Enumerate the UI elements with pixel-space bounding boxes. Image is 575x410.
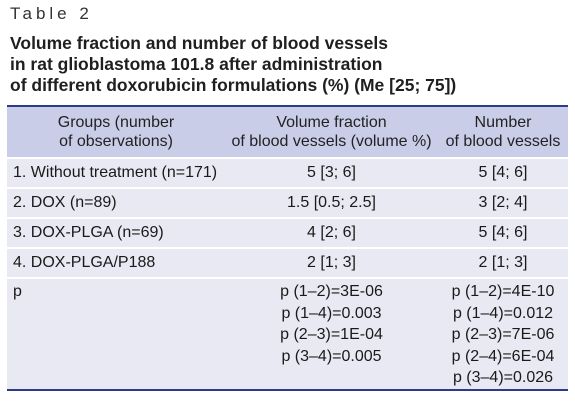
table-row <box>7 249 568 279</box>
caption-line: of different doxorubicin formulations (%) (Me [25; 75]) <box>10 75 457 95</box>
table-header-row <box>7 107 568 159</box>
caption-line: Volume fraction and number of blood vessels <box>10 33 388 53</box>
p-value: p (2–3)=7E-06 <box>451 326 555 343</box>
p-value: p (1–4)=0.012 <box>452 304 554 322</box>
p-value: p (1–2)=3E-06 <box>280 283 383 300</box>
cell-volume: 1.5 [0.5; 2.5] <box>287 194 376 211</box>
p-value: p (1–2)=4E-10 <box>451 283 555 300</box>
cell-number-p-values <box>438 279 568 389</box>
p-value: p (2–4)=6E-04 <box>451 347 555 365</box>
table-row-p-values <box>7 279 568 391</box>
cell-volume: 5 [3; 6] <box>307 164 356 181</box>
header-groups-line: Groups (number <box>57 114 175 131</box>
cell-group: 4. DOX-PLGA/P188 <box>13 254 156 271</box>
table-row <box>7 189 568 219</box>
data-table <box>7 105 568 391</box>
header-volume-line: Volume fraction <box>276 114 387 131</box>
cell-number: 2 [1; 3] <box>478 254 528 271</box>
cell-number: 5 [4; 6] <box>478 164 528 181</box>
table-row <box>7 159 568 189</box>
header-groups-line: of observations) <box>59 133 173 150</box>
header-groups <box>7 107 225 157</box>
p-value: p (2–3)=1E-04 <box>280 326 383 343</box>
cell-volume-p-values <box>225 279 438 367</box>
cell-p-label: p <box>13 283 22 300</box>
header-number-line: Number <box>474 114 532 131</box>
cell-volume: 4 [2; 6] <box>307 224 356 241</box>
table-row <box>7 219 568 249</box>
caption-line: in rat glioblastoma 101.8 after administration <box>10 54 383 74</box>
cell-group: 1. Without treatment (n=171) <box>13 164 218 181</box>
cell-number: 3 [2; 4] <box>478 194 528 211</box>
table-caption <box>10 33 570 96</box>
header-volume-fraction <box>225 107 438 157</box>
cell-group: 3. DOX-PLGA (n=69) <box>13 224 164 241</box>
p-value: p (3–4)=0.026 <box>452 369 554 386</box>
header-number-line: of blood vessels <box>445 133 561 150</box>
table-label: Table 2 <box>10 4 93 23</box>
cell-volume: 2 [1; 3] <box>307 254 356 271</box>
header-vessel-number <box>438 107 568 157</box>
cell-number: 5 [4; 6] <box>478 224 528 241</box>
header-volume-line: of blood vessels (volume %) <box>231 133 432 150</box>
p-value: p (3–4)=0.005 <box>281 347 382 365</box>
cell-group: 2. DOX (n=89) <box>13 194 117 211</box>
p-value: p (1–4)=0.003 <box>281 304 382 322</box>
